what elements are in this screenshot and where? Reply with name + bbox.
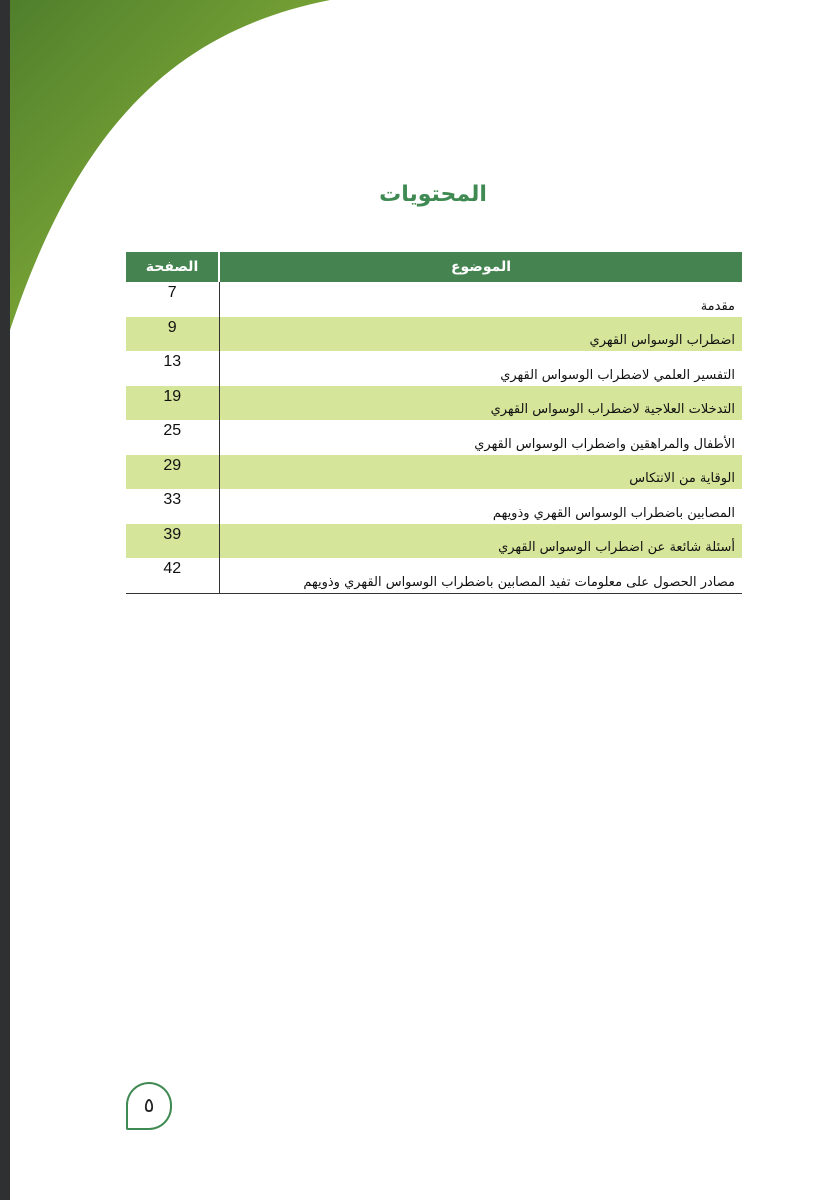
table-header-row xyxy=(126,252,742,282)
row-page: 29 xyxy=(126,455,219,490)
table-row xyxy=(126,489,742,524)
row-topic: التفسير العلمي لاضطراب الوسواس القهري xyxy=(500,367,735,383)
contents-table xyxy=(126,252,742,594)
row-topic: التدخلات العلاجية لاضطراب الوسواس القهري xyxy=(219,386,742,421)
table-row xyxy=(126,351,742,386)
header-topic: الموضوع xyxy=(219,252,742,282)
row-topic: مقدمة xyxy=(700,298,735,314)
row-page: 33 xyxy=(126,489,219,524)
row-page: 9 xyxy=(126,317,219,352)
page-title: المحتويات xyxy=(379,182,487,207)
row-topic: المصابين باضطراب الوسواس القهري وذويهم xyxy=(492,505,735,521)
table-row xyxy=(126,386,742,421)
row-topic: الأطفال والمراهقين واضطراب الوسواس القهري xyxy=(474,436,735,452)
row-topic: الوقاية من الانتكاس xyxy=(219,455,742,490)
table-row xyxy=(126,282,742,317)
header-page: الصفحة xyxy=(126,252,219,282)
row-page: 19 xyxy=(126,386,219,421)
row-page: 42 xyxy=(126,558,219,593)
row-topic: أسئلة شائعة عن اضطراب الوسواس القهري xyxy=(219,524,742,559)
table-row xyxy=(126,524,742,559)
row-page: 7 xyxy=(126,282,219,317)
row-page: 25 xyxy=(126,420,219,455)
table-row xyxy=(126,420,742,455)
row-page: 13 xyxy=(126,351,219,386)
table-row xyxy=(126,317,742,352)
page-number-badge: ٥ xyxy=(126,1082,172,1130)
row-topic: اضطراب الوسواس القهري xyxy=(219,317,742,352)
table-row xyxy=(126,455,742,490)
row-page: 39 xyxy=(126,524,219,559)
table-row xyxy=(126,558,742,593)
row-topic: مصادر الحصول على معلومات تفيد المصابين باضطراب الوسواس القهري وذويهم xyxy=(219,558,742,593)
